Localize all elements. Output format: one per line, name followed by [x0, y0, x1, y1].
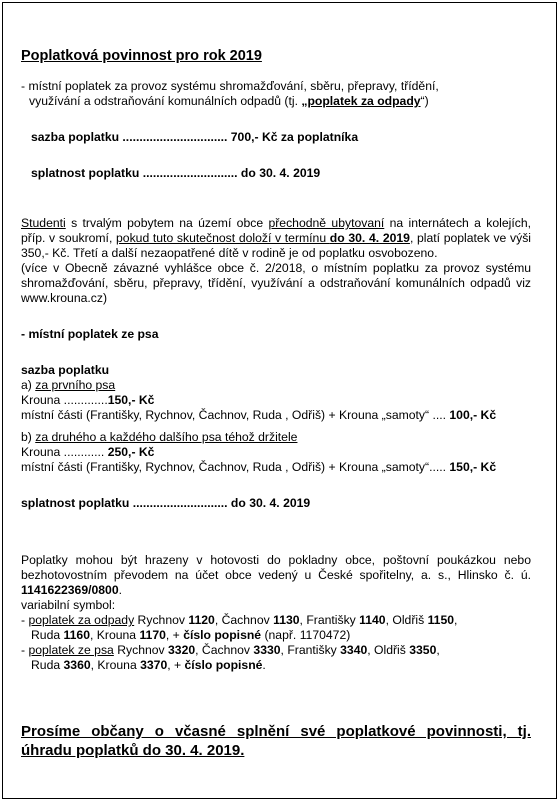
vs-run: (např. 1170472): [261, 628, 351, 642]
pokud-dolozi: pokud tuto skutečnost doloží v termínu: [116, 231, 330, 245]
odpady-intro-line-2: [21, 94, 531, 109]
vs-run: , Čachnov: [195, 643, 254, 657]
vs-run: 1160: [63, 628, 90, 642]
psi-a-label: za prvního psa: [35, 378, 116, 392]
vs-run: , Oldřiš: [385, 613, 428, 627]
vyhlaska-paragraph: (více v Obecně závazné vyhlášce obce č. 2/2018, o místním poplatku za provoz systému shromažďování, sběru, přepravy, třídění, využívání a odstraňování komunálních odpadů viz www.krouna.cz): [21, 261, 531, 305]
studenti-text-1: s trvalým pobytem na území obce: [65, 216, 269, 230]
psi-b-krouna: [21, 445, 531, 460]
vs-run: ,: [436, 643, 440, 657]
studenti-text-3: , platí poplatek ve výši 350,- Kč. Třetí a další nezaopatřené dítě v rodině je od poplatku osvobozeno.: [21, 231, 531, 260]
vs-run: 3330: [253, 643, 281, 657]
vs-run: 1140: [359, 613, 386, 627]
vs-psi-line-1: [21, 643, 531, 658]
odpady-sazba: sazba poplatku ............................... 700,- Kč za poplatníka: [31, 130, 359, 144]
vs-psi-line-2: [21, 658, 531, 673]
vs-run: 3360: [63, 658, 91, 672]
psi-b-label: za druhého a každého dalšího psa téhož držitele: [35, 430, 298, 444]
psi-a-casti: [21, 408, 531, 423]
vs-run: 1170: [139, 628, 166, 642]
psi-b-krouna-value: 250,- Kč: [107, 445, 155, 459]
psi-splatnost: splatnost poplatku ............................ do 30. 4. 2019: [21, 496, 311, 510]
psi-heading-label: poplatek ze psa: [67, 327, 159, 341]
vs-run: , Františky: [280, 643, 341, 657]
vs-run: , +: [167, 658, 185, 672]
psi-a-prefix: a): [21, 378, 36, 392]
odpady-intro-line-1: - místní poplatek za provoz systému shromažďování, sběru, přepravy, třídění,: [21, 79, 439, 93]
document-content: [21, 47, 531, 760]
vs-odpady-values-1: [134, 613, 457, 627]
psi-a-krouna: [21, 393, 531, 408]
vs-psi-values-1: [114, 643, 440, 657]
vs-run: Rychnov: [113, 643, 169, 657]
odpady-splatnost: splatnost poplatku ............................ do 30. 4. 2019: [31, 166, 321, 180]
vs-run: 3340: [340, 643, 368, 657]
psi-b-prefix: b): [21, 430, 36, 444]
variabilni-symbol-label: variabilní symbol:: [21, 598, 116, 612]
vs-run: Ruda: [31, 658, 64, 672]
platby-text: Poplatky mohou být hrazeny v hotovosti do pokladny obce, poštovní poukázkou nebo bezhotovostním převodem na účet obce vedený u České spořitelny, a. s., Hlinsko č. ú.: [21, 553, 531, 582]
vs-run: , Oldřiš: [367, 643, 410, 657]
studenti-paragraph: [21, 216, 531, 261]
vs-run: číslo popisné: [183, 628, 262, 642]
poplatek-za-odpady-label: „poplatek za odpady: [301, 94, 421, 108]
vs-odpady-line-2: [21, 628, 531, 643]
vs-run: 3370: [140, 658, 168, 672]
vs-run: .: [262, 658, 266, 672]
psi-a-casti-value: 100,- Kč: [449, 408, 497, 422]
psi-b-casti-text: místní části (Františky, Rychnov, Čachnov, Ruda , Odřiš) + Krouna „samoty“.....: [21, 460, 450, 474]
studenti-text-2: na internátech a kolejích, příp. v soukromí,: [21, 216, 532, 245]
psi-a-casti-text: místní části (Františky, Rychnov, Čachnov, Ruda , Odřiš) + Krouna „samoty“ ....: [21, 408, 450, 422]
psi-heading-prefix: - místní: [21, 327, 68, 341]
vs-odpady-line-1: [21, 613, 531, 628]
vs-run: , Krouna: [90, 658, 141, 672]
prechodne-ubytovani: přechodně ubytovaní: [268, 216, 385, 230]
vs-psi-prefix: -: [21, 643, 29, 657]
vs-run: 3320: [168, 643, 196, 657]
final-appeal: Prosíme občany o včasné splnění své poplatkové povinnosti, tj. úhradu poplatků do 30. 4. 2019.: [21, 723, 531, 759]
psi-b-heading: [21, 430, 531, 445]
vs-odpady-prefix: -: [21, 613, 29, 627]
vs-psi-label: poplatek ze psa: [28, 643, 114, 657]
psi-b-casti-value: 150,- Kč: [449, 460, 497, 474]
vs-run: , +: [165, 628, 184, 642]
vs-run: 1130: [273, 613, 300, 627]
vs-run: 3350: [409, 643, 437, 657]
platby-paragraph: [21, 553, 531, 598]
platby-text-end: .: [118, 583, 122, 597]
document-page: [2, 2, 557, 799]
psi-b-casti: [21, 460, 531, 475]
studenti-word: Studenti: [21, 216, 66, 230]
vs-run: , Krouna: [89, 628, 140, 642]
psi-sazba-heading: sazba poplatku: [21, 363, 110, 377]
psi-heading: [21, 327, 531, 342]
psi-a-krouna-text: Krouna .............: [21, 393, 108, 407]
vs-run: , Františky: [299, 613, 360, 627]
psi-a-krouna-value: 150,- Kč: [107, 393, 155, 407]
vs-run: Rychnov: [134, 613, 189, 627]
vs-run: 1120: [188, 613, 215, 627]
psi-a-heading: [21, 378, 531, 393]
studenti-termin: do 30. 4. 2019: [329, 231, 410, 245]
vs-run: 1150: [427, 613, 455, 627]
vs-run: , Čachnov: [214, 613, 274, 627]
odpady-intro-text: využívání a odstraňování komunálních odpadů (tj.: [29, 94, 302, 108]
document-title: Poplatková povinnost pro rok 2019: [21, 48, 262, 64]
cislo-uctu: 1141622369/0800: [21, 583, 119, 597]
odpady-intro-close: “): [420, 94, 429, 108]
vs-odpady-label: poplatek za odpady: [28, 613, 135, 627]
vs-run: číslo popisné: [184, 658, 263, 672]
vs-run: ,: [454, 613, 458, 627]
psi-b-krouna-text: Krouna ............: [21, 445, 108, 459]
vs-run: Ruda: [31, 628, 64, 642]
